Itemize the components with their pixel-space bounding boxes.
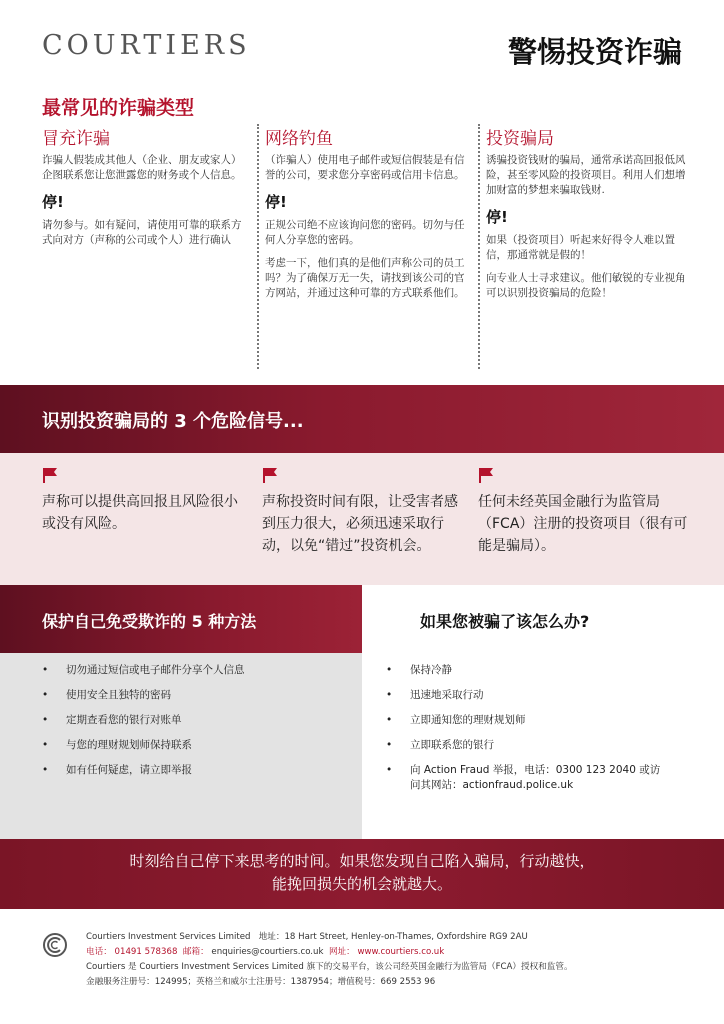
list-item: • 迅速地采取行动 (386, 688, 724, 703)
list-item: • 使用安全且独特的密码 (42, 688, 362, 703)
scam-type-title: 网络钓鱼 (265, 129, 333, 149)
email-link[interactable]: enquiries@courtiers.co.uk (211, 947, 324, 957)
stop-label: 停! (265, 193, 287, 211)
closing-banner-line-2: 能挽回损失的机会就越大。 (271, 875, 452, 893)
protect-yourself-list (0, 653, 362, 839)
warning-sign-text: 声称可以提供高回报且风险很小或没有风险。 (42, 494, 238, 532)
scam-type-title: 冒充诈骗 (42, 129, 110, 149)
footer-line-registration: 金融服务注册号：124995；英格兰和威尔士注册号：1387954；增值税号：669 2553 96 (86, 977, 436, 987)
company-name: Courtiers Investment Services Limited (86, 932, 251, 942)
what-to-do-heading: 如果您被骗了该怎么办? (420, 612, 590, 631)
website-label: 网址： (328, 947, 355, 957)
company-address: 地址：18 Hart Street, Henley-on-Thames, Oxfordshire RG9 2AU (258, 932, 528, 942)
scam-type-advice: 正规公司绝不应该询问您的密码。切勿与任何人分享您的密码。 (265, 219, 465, 246)
scam-type-advice: 请勿参与。如有疑问，请使用可靠的联系方式向对方（声称的公司或个人）进行确认 (42, 219, 242, 246)
footer-line-regulation: Courtiers 是 Courtiers Investment Services Limited 旗下的交易平台，该公司经英国金融行为监管局（FCA）授权和监管。 (86, 962, 573, 972)
scam-type-phishing (257, 124, 467, 369)
warning-signs-heading: 识别投资骗局的 3 个危险信号... (42, 411, 304, 432)
red-flag-icon (42, 467, 58, 483)
closing-banner-line-1: 时刻给自己停下来思考的时间。如果您发现自己陷入骗局，行动越快， (129, 852, 595, 870)
page-title: 警惕投资诈骗 (507, 35, 682, 69)
list-item: • 保持冷静 (386, 663, 724, 678)
protect-yourself-banner (0, 585, 362, 653)
warning-sign-text: 任何未经英国金融行为监管局（FCA）注册的投资项目（很有可能是骗局）。 (478, 494, 688, 554)
closing-banner (0, 839, 724, 909)
scam-type-title: 投资骗局 (486, 129, 554, 149)
email-label: 邮箱： (182, 947, 209, 957)
scam-types-heading: 最常见的诈骗类型 (42, 97, 195, 119)
list-item: • 立即联系您的银行 (386, 738, 724, 753)
scam-type-advice: 考虑一下，他们真的是他们声称公司的员工吗？为了确保万无一失，请找到该公司的官方网站，并通过这种可靠的方式联系他们。 (265, 257, 465, 299)
scam-type-description: 诱骗投资钱财的骗局，通常承诺高回报低风险，甚至零风险的投资项目。利用人们想增加财富的梦想来骗取钱财. (486, 154, 686, 196)
footer-line-contact (86, 945, 573, 960)
stop-label: 停! (42, 193, 64, 211)
red-flag-icon (478, 467, 494, 483)
stop-label: 停! (486, 208, 508, 226)
scam-type-advice: 如果（投资项目）听起来好得令人难以置信，那通常就是假的！ (486, 234, 675, 261)
list-item: • 如有任何疑虑，请立即举报 (42, 763, 362, 778)
what-to-do-header (362, 585, 724, 653)
list-item: • 立即通知您的理财规划师 (386, 713, 724, 728)
red-flag-icon (262, 467, 278, 483)
list-item: • 与您的理财规划师保持联系 (42, 738, 362, 753)
warning-sign-item (478, 467, 688, 557)
protect-yourself-heading: 保护自己免受欺诈的 5 种方法 (42, 612, 257, 631)
footer-line-company (86, 930, 573, 945)
warning-sign-text: 声称投资时间有限，让受害者感到压力很大，必须迅速采取行动，以免“错过”投资机会。 (262, 494, 458, 554)
warning-sign-item (262, 467, 462, 557)
what-to-do-list (362, 653, 724, 839)
scam-type-description: （诈骗人）使用电子邮件或短信假装是有信誉的公司，要求您分享密码或信用卡信息。 (265, 154, 465, 181)
website-link[interactable]: www.courtiers.co.uk (357, 947, 445, 957)
phone-number[interactable]: 01491 578368 (114, 947, 178, 957)
scam-type-impersonation (42, 124, 242, 369)
scam-types-columns (42, 124, 688, 369)
list-item: • 定期查看您的银行对账单 (42, 713, 362, 728)
scam-type-description: 诈骗人假装成其他人（企业、朋友或家人）企图联系您让您泄露您的财务或个人信息。 (42, 154, 242, 181)
courtiers-logo: COURTIERS (42, 30, 251, 61)
scam-type-investment (478, 124, 688, 369)
scam-type-advice: 向专业人士寻求建议。他们敏锐的专业视角可以识别投资骗局的危险！ (486, 272, 686, 299)
courtiers-c-logo-icon (42, 932, 68, 958)
list-item: • 切勿通过短信或电子邮件分享个人信息 (42, 663, 362, 678)
list-item: • 向 Action Fraud 举报，电话：0300 123 2040 或访问其网站：actionfraud.police.uk (386, 763, 666, 793)
warning-signs-panel (0, 453, 724, 585)
phone-label: 电话： (86, 947, 112, 957)
warning-sign-item (42, 467, 242, 535)
warning-signs-banner (0, 385, 724, 453)
